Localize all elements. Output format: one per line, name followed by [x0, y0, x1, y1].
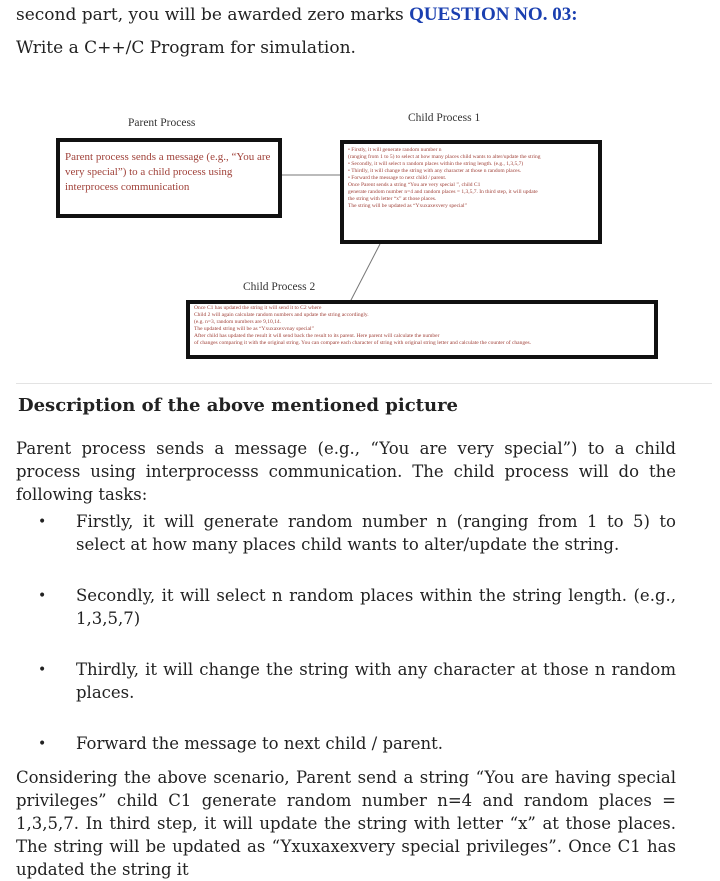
child2-line: The updated string will be as “Yxuxaxexvnay special”: [194, 326, 314, 332]
description-heading: Description of the above mentioned picture: [18, 395, 458, 416]
bullet-marker: •: [38, 662, 47, 678]
child2-line: After child has updated the result it will send back the result to its parent. Here parent will calculate the number: [194, 333, 440, 339]
bullet-item: Secondly, it will select n random places within the string length. (e.g., 1,3,5,7): [76, 586, 676, 628]
process-diagram: [50, 103, 660, 365]
child1-line: the string with letter “x” at those places.: [348, 196, 437, 202]
bullet-item: Thirdly, it will change the string with any character at those n random places.: [76, 660, 676, 702]
child2-line: Child 2 will again calculate random numbers and update the string accordingly.: [194, 312, 369, 318]
section-divider: [16, 383, 712, 384]
child1-line: The string will be updated as “Yxuxaxexvery special”: [348, 203, 467, 209]
child1-line: (ranging from 1 to 5) to select at how many places child wants to alter/update the string: [348, 154, 541, 160]
child2-line: (e.g. n=3, random numbers are 9,10,14.: [194, 319, 281, 325]
description-closing: Considering the above scenario, Parent send a string “You are having special privileges” child C1 generate random number n=4 and random places = 1,3,5,7. In third step, it will update the string with letter “x” at those places. The string will be updated as “Yxuxaxexvery special privileges”. Once C1 has updated the string it: [16, 768, 676, 879]
previous-section-text: [16, 4, 578, 26]
parent-process-text: Parent process sends a message (e.g., “You are very special”) to a child process using interprocess communication: [65, 151, 271, 193]
child1-line: generate random number n=4 and random places = 1,3,5,7. In third step, it will update: [348, 189, 538, 195]
child1-line: • Thirdly, it will change the string with any character at those n random places.: [348, 168, 522, 174]
child-process-1-label: Child Process 1: [408, 112, 481, 124]
bullet-item: Firstly, it will generate random number n (ranging from 1 to 5) to select at how many places child wants to alter/update the string.: [76, 512, 676, 554]
description-intro: Parent process sends a message (e.g., “You are very special”) to a child process using interprocesss communication. The child process will do the following tasks:: [16, 439, 676, 504]
bullet-marker: •: [38, 736, 47, 752]
question-label: QUESTION NO. 03:: [409, 4, 578, 25]
child1-text: [344, 144, 598, 213]
parent-process-label: Parent Process: [128, 117, 196, 129]
child1-to-child2-line: [350, 244, 380, 302]
question-prompt: Write a C++/C Program for simulation.: [16, 38, 356, 58]
child-process-2-box: [186, 300, 658, 359]
child1-line: • Forward the message to next child / parent.: [348, 175, 447, 181]
bullet-marker: •: [38, 514, 47, 530]
child2-line: Once C1 has updated the string it will send it to C2 where: [194, 305, 322, 311]
bullet-item: Forward the message to next child / parent.: [76, 734, 444, 753]
child-process-2-label: Child Process 2: [243, 281, 316, 293]
child2-text: [190, 304, 654, 348]
marks-note: second part, you will be awarded zero marks: [16, 5, 404, 25]
child1-line: Once Parent sends a string “You are very special ”, child C1: [348, 182, 481, 188]
child1-line: • Secondly, it will select n random places within the string length. (e.g., 1,3,5,7): [348, 161, 524, 167]
child1-line: • Firstly, it will generate random number n: [348, 147, 442, 153]
child2-line: of changes comparing it with the original string. You can compare each character of string with original string letter and calculate the counter of changes.: [194, 340, 532, 346]
bullet-marker: •: [38, 588, 47, 604]
child-process-1-box: [340, 140, 602, 244]
